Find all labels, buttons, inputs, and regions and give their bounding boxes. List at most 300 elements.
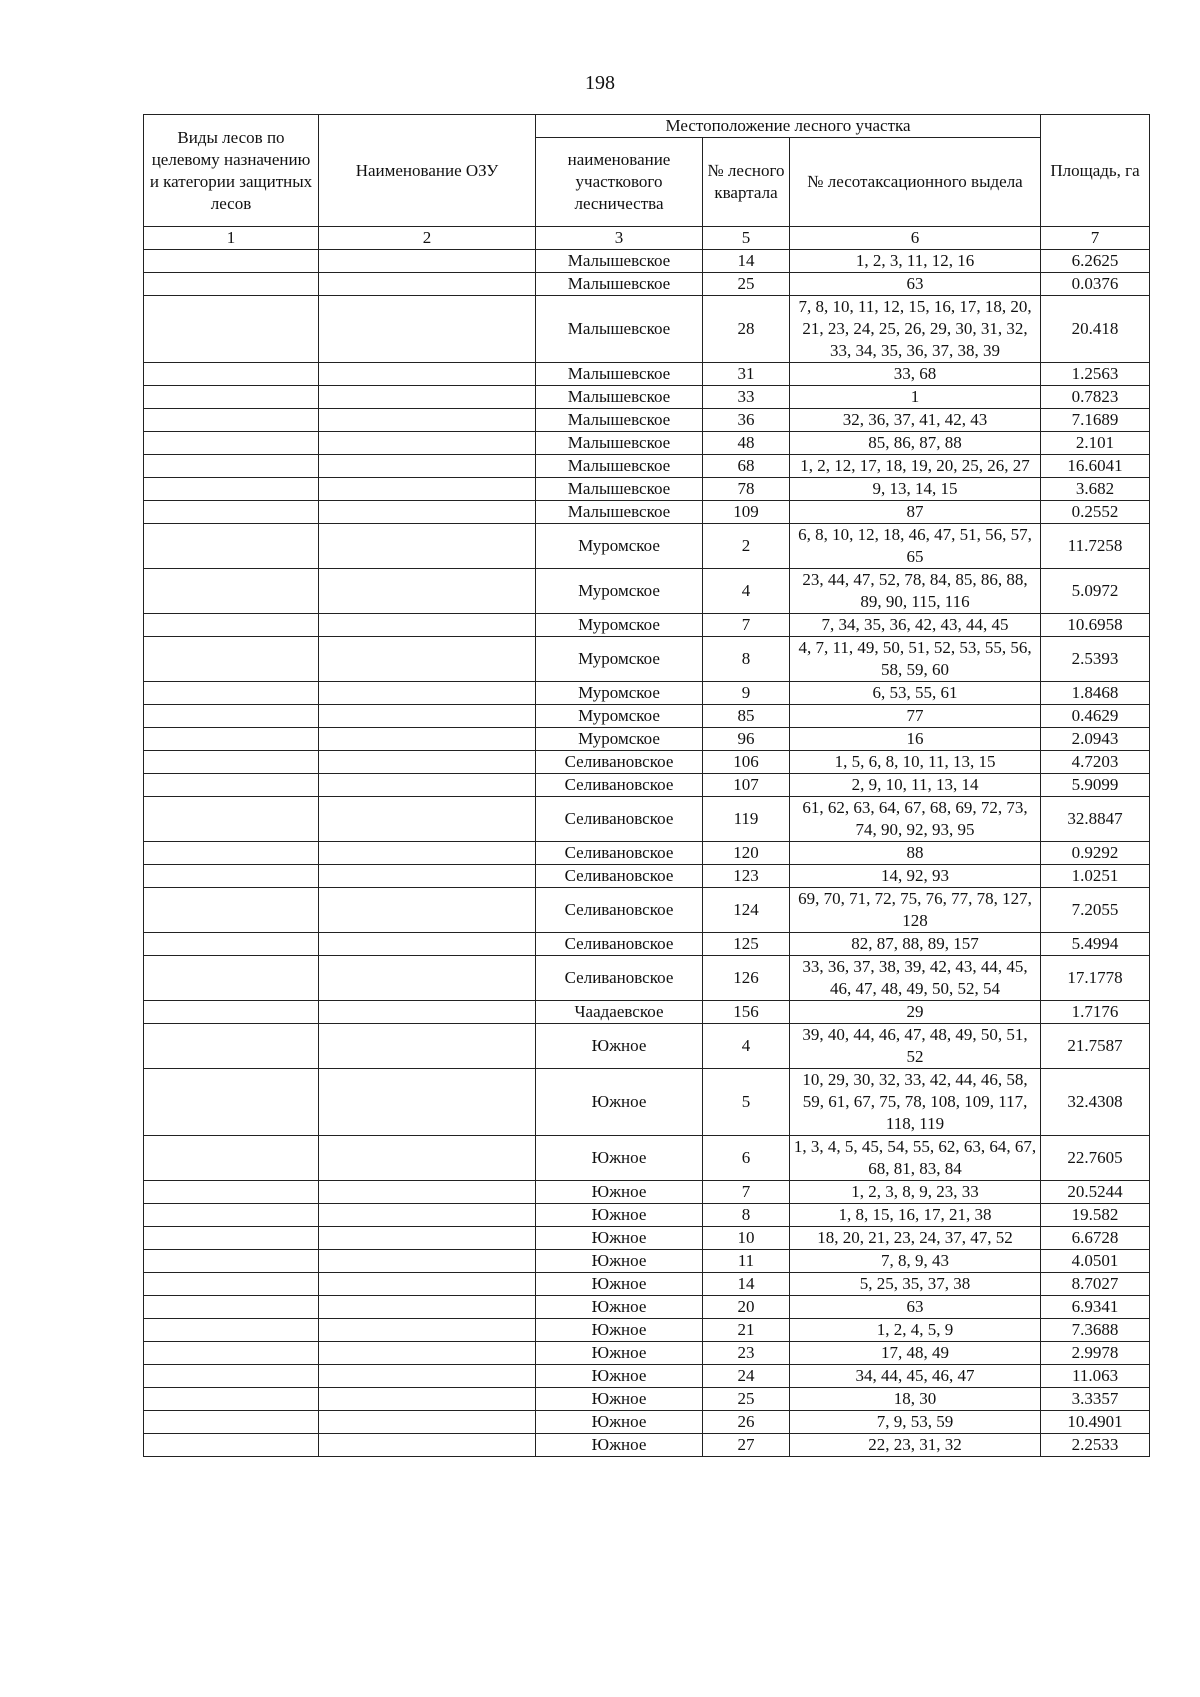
quarter-cell: 119	[703, 797, 790, 842]
quarter-cell: 5	[703, 1069, 790, 1136]
table-row	[144, 682, 1150, 705]
plots-cell: 7, 8, 10, 11, 12, 15, 16, 17, 18, 20, 21, 23, 24, 25, 26, 29, 30, 31, 32, 33, 34, 35, 36, 37, 38, 39	[790, 296, 1041, 363]
area-cell: 7.3688	[1041, 1319, 1150, 1342]
plots-cell: 1, 2, 3, 11, 12, 16	[790, 250, 1041, 273]
forest-type-cell	[144, 728, 319, 751]
ozu-name-cell	[319, 682, 536, 705]
forest-type-cell	[144, 865, 319, 888]
forestry-cell: Малышевское	[536, 501, 703, 524]
forest-type-cell	[144, 933, 319, 956]
table-body	[144, 250, 1150, 1457]
ozu-name-cell	[319, 409, 536, 432]
column-number: 5	[703, 227, 790, 250]
plots-cell: 87	[790, 501, 1041, 524]
forest-type-cell	[144, 1388, 319, 1411]
table-row	[144, 1001, 1150, 1024]
area-cell: 1.7176	[1041, 1001, 1150, 1024]
forestry-cell: Южное	[536, 1069, 703, 1136]
forestry-cell: Южное	[536, 1227, 703, 1250]
forest-type-cell	[144, 1365, 319, 1388]
table-row	[144, 1227, 1150, 1250]
ozu-name-cell	[319, 728, 536, 751]
ozu-name-cell	[319, 1181, 536, 1204]
quarter-cell: 109	[703, 501, 790, 524]
table-row	[144, 888, 1150, 933]
quarter-cell: 120	[703, 842, 790, 865]
ozu-name-cell	[319, 865, 536, 888]
ozu-name-cell	[319, 1296, 536, 1319]
forest-type-cell	[144, 1319, 319, 1342]
quarter-cell: 24	[703, 1365, 790, 1388]
table-row	[144, 774, 1150, 797]
table-row	[144, 1273, 1150, 1296]
quarter-cell: 26	[703, 1411, 790, 1434]
table-row	[144, 478, 1150, 501]
forest-type-cell	[144, 1204, 319, 1227]
quarter-cell: 10	[703, 1227, 790, 1250]
ozu-name-cell	[319, 614, 536, 637]
plots-cell: 34, 44, 45, 46, 47	[790, 1365, 1041, 1388]
ozu-name-cell	[319, 797, 536, 842]
forestry-cell: Селивановское	[536, 842, 703, 865]
plots-cell: 39, 40, 44, 46, 47, 48, 49, 50, 51, 52	[790, 1024, 1041, 1069]
plots-cell: 33, 68	[790, 363, 1041, 386]
table-row	[144, 1024, 1150, 1069]
area-cell: 7.1689	[1041, 409, 1150, 432]
quarter-cell: 25	[703, 273, 790, 296]
quarter-cell: 21	[703, 1319, 790, 1342]
forestry-cell: Южное	[536, 1411, 703, 1434]
forest-type-cell	[144, 774, 319, 797]
quarter-cell: 33	[703, 386, 790, 409]
table-row	[144, 728, 1150, 751]
quarter-cell: 23	[703, 1342, 790, 1365]
column-number: 2	[319, 227, 536, 250]
table-row	[144, 751, 1150, 774]
plots-cell: 10, 29, 30, 32, 33, 42, 44, 46, 58, 59, 61, 67, 75, 78, 108, 109, 117, 118, 119	[790, 1069, 1041, 1136]
quarter-cell: 20	[703, 1296, 790, 1319]
forestry-cell: Южное	[536, 1273, 703, 1296]
table-row	[144, 637, 1150, 682]
ozu-name-cell	[319, 455, 536, 478]
area-cell: 2.9978	[1041, 1342, 1150, 1365]
area-cell: 2.0943	[1041, 728, 1150, 751]
table-row	[144, 865, 1150, 888]
forest-type-cell	[144, 524, 319, 569]
forest-type-cell	[144, 273, 319, 296]
area-cell: 0.0376	[1041, 273, 1150, 296]
header-quarter-number: № лесного квартала	[703, 138, 790, 227]
forestry-cell: Южное	[536, 1296, 703, 1319]
header-forestry-name: наименование участкового лесничества	[536, 138, 703, 227]
area-cell: 22.7605	[1041, 1136, 1150, 1181]
area-cell: 0.4629	[1041, 705, 1150, 728]
forest-plots-table	[143, 114, 1150, 1457]
plots-cell: 1, 2, 3, 8, 9, 23, 33	[790, 1181, 1041, 1204]
forestry-cell: Селивановское	[536, 774, 703, 797]
area-cell: 0.9292	[1041, 842, 1150, 865]
table-row	[144, 386, 1150, 409]
column-numbers-row	[144, 227, 1150, 250]
forest-type-cell	[144, 1411, 319, 1434]
quarter-cell: 125	[703, 933, 790, 956]
forestry-cell: Малышевское	[536, 250, 703, 273]
quarter-cell: 106	[703, 751, 790, 774]
table-row	[144, 614, 1150, 637]
forestry-cell: Муромское	[536, 614, 703, 637]
plots-cell: 1	[790, 386, 1041, 409]
plots-cell: 1, 5, 6, 8, 10, 11, 13, 15	[790, 751, 1041, 774]
table-row	[144, 1181, 1150, 1204]
forest-type-cell	[144, 432, 319, 455]
table-row	[144, 842, 1150, 865]
quarter-cell: 31	[703, 363, 790, 386]
forestry-cell: Муромское	[536, 682, 703, 705]
plots-cell: 69, 70, 71, 72, 75, 76, 77, 78, 127, 128	[790, 888, 1041, 933]
plots-cell: 82, 87, 88, 89, 157	[790, 933, 1041, 956]
table-row	[144, 1388, 1150, 1411]
quarter-cell: 156	[703, 1001, 790, 1024]
column-number: 6	[790, 227, 1041, 250]
ozu-name-cell	[319, 250, 536, 273]
table-row	[144, 705, 1150, 728]
quarter-cell: 6	[703, 1136, 790, 1181]
area-cell: 11.063	[1041, 1365, 1150, 1388]
plots-cell: 17, 48, 49	[790, 1342, 1041, 1365]
table-row	[144, 524, 1150, 569]
area-cell: 6.6728	[1041, 1227, 1150, 1250]
forestry-cell: Муромское	[536, 705, 703, 728]
table-row	[144, 273, 1150, 296]
forestry-cell: Муромское	[536, 637, 703, 682]
plots-cell: 1, 2, 4, 5, 9	[790, 1319, 1041, 1342]
table-row	[144, 1342, 1150, 1365]
forestry-cell: Южное	[536, 1388, 703, 1411]
ozu-name-cell	[319, 1342, 536, 1365]
plots-cell: 63	[790, 1296, 1041, 1319]
quarter-cell: 27	[703, 1434, 790, 1457]
column-number: 1	[144, 227, 319, 250]
forest-type-cell	[144, 637, 319, 682]
forest-type-cell	[144, 705, 319, 728]
ozu-name-cell	[319, 1411, 536, 1434]
quarter-cell: 126	[703, 956, 790, 1001]
ozu-name-cell	[319, 1273, 536, 1296]
table-row	[144, 1365, 1150, 1388]
table-row	[144, 1319, 1150, 1342]
area-cell: 2.5393	[1041, 637, 1150, 682]
forestry-cell: Южное	[536, 1204, 703, 1227]
plots-cell: 16	[790, 728, 1041, 751]
plots-cell: 22, 23, 31, 32	[790, 1434, 1041, 1457]
area-cell: 2.101	[1041, 432, 1150, 455]
forest-type-cell	[144, 296, 319, 363]
ozu-name-cell	[319, 1227, 536, 1250]
table-row	[144, 1296, 1150, 1319]
ozu-name-cell	[319, 1434, 536, 1457]
area-cell: 1.0251	[1041, 865, 1150, 888]
plots-cell: 14, 92, 93	[790, 865, 1041, 888]
forestry-cell: Южное	[536, 1181, 703, 1204]
page-number: 198	[585, 72, 615, 94]
area-cell: 5.9099	[1041, 774, 1150, 797]
plots-cell: 9, 13, 14, 15	[790, 478, 1041, 501]
forestry-cell: Малышевское	[536, 296, 703, 363]
table-row	[144, 1434, 1150, 1457]
area-cell: 3.682	[1041, 478, 1150, 501]
plots-cell: 4, 7, 11, 49, 50, 51, 52, 53, 55, 56, 58, 59, 60	[790, 637, 1041, 682]
forest-type-cell	[144, 956, 319, 1001]
quarter-cell: 14	[703, 1273, 790, 1296]
ozu-name-cell	[319, 751, 536, 774]
quarter-cell: 11	[703, 1250, 790, 1273]
plots-cell: 7, 8, 9, 43	[790, 1250, 1041, 1273]
forest-type-cell	[144, 1296, 319, 1319]
plots-cell: 18, 20, 21, 23, 24, 37, 47, 52	[790, 1227, 1041, 1250]
quarter-cell: 4	[703, 569, 790, 614]
header-ozu-name: Наименование ОЗУ	[319, 115, 536, 227]
forest-type-cell	[144, 1342, 319, 1365]
table-row	[144, 363, 1150, 386]
forest-type-cell	[144, 478, 319, 501]
quarter-cell: 9	[703, 682, 790, 705]
forestry-cell: Южное	[536, 1024, 703, 1069]
area-cell: 3.3357	[1041, 1388, 1150, 1411]
area-cell: 7.2055	[1041, 888, 1150, 933]
ozu-name-cell	[319, 774, 536, 797]
area-cell: 10.6958	[1041, 614, 1150, 637]
ozu-name-cell	[319, 1069, 536, 1136]
table-row	[144, 1069, 1150, 1136]
column-number: 3	[536, 227, 703, 250]
plots-cell: 7, 34, 35, 36, 42, 43, 44, 45	[790, 614, 1041, 637]
area-cell: 1.2563	[1041, 363, 1150, 386]
forestry-cell: Малышевское	[536, 386, 703, 409]
forestry-cell: Малышевское	[536, 432, 703, 455]
quarter-cell: 4	[703, 1024, 790, 1069]
plots-cell: 77	[790, 705, 1041, 728]
table-row	[144, 956, 1150, 1001]
forestry-cell: Южное	[536, 1136, 703, 1181]
plots-cell: 32, 36, 37, 41, 42, 43	[790, 409, 1041, 432]
forestry-cell: Селивановское	[536, 797, 703, 842]
ozu-name-cell	[319, 1024, 536, 1069]
quarter-cell: 107	[703, 774, 790, 797]
area-cell: 6.9341	[1041, 1296, 1150, 1319]
ozu-name-cell	[319, 386, 536, 409]
forestry-cell: Селивановское	[536, 865, 703, 888]
area-cell: 0.7823	[1041, 386, 1150, 409]
forestry-cell: Малышевское	[536, 273, 703, 296]
plots-cell: 1, 3, 4, 5, 45, 54, 55, 62, 63, 64, 67, 68, 81, 83, 84	[790, 1136, 1041, 1181]
table-row	[144, 296, 1150, 363]
table-row	[144, 1250, 1150, 1273]
quarter-cell: 96	[703, 728, 790, 751]
forest-type-cell	[144, 250, 319, 273]
plots-cell: 88	[790, 842, 1041, 865]
quarter-cell: 2	[703, 524, 790, 569]
area-cell: 11.7258	[1041, 524, 1150, 569]
area-cell: 1.8468	[1041, 682, 1150, 705]
table-row	[144, 409, 1150, 432]
table-row	[144, 1204, 1150, 1227]
ozu-name-cell	[319, 501, 536, 524]
table-row	[144, 569, 1150, 614]
quarter-cell: 7	[703, 614, 790, 637]
forest-type-cell	[144, 682, 319, 705]
area-cell: 17.1778	[1041, 956, 1150, 1001]
quarter-cell: 28	[703, 296, 790, 363]
forest-type-cell	[144, 797, 319, 842]
forestry-cell: Муромское	[536, 728, 703, 751]
forestry-cell: Чаадаевское	[536, 1001, 703, 1024]
forest-type-cell	[144, 1181, 319, 1204]
forest-type-cell	[144, 1069, 319, 1136]
plots-cell: 61, 62, 63, 64, 67, 68, 69, 72, 73, 74, 90, 92, 93, 95	[790, 797, 1041, 842]
column-number: 7	[1041, 227, 1150, 250]
forestry-cell: Малышевское	[536, 363, 703, 386]
area-cell: 32.8847	[1041, 797, 1150, 842]
ozu-name-cell	[319, 296, 536, 363]
area-cell: 32.4308	[1041, 1069, 1150, 1136]
ozu-name-cell	[319, 933, 536, 956]
ozu-name-cell	[319, 842, 536, 865]
header-location-group: Местоположение лесного участка	[536, 115, 1041, 138]
plots-cell: 1, 2, 12, 17, 18, 19, 20, 25, 26, 27	[790, 455, 1041, 478]
ozu-name-cell	[319, 1388, 536, 1411]
plots-cell: 63	[790, 273, 1041, 296]
table-row	[144, 1411, 1150, 1434]
forest-type-cell	[144, 842, 319, 865]
ozu-name-cell	[319, 888, 536, 933]
forest-type-cell	[144, 1250, 319, 1273]
forest-type-cell	[144, 386, 319, 409]
quarter-cell: 14	[703, 250, 790, 273]
quarter-cell: 85	[703, 705, 790, 728]
area-cell: 21.7587	[1041, 1024, 1150, 1069]
area-cell: 5.4994	[1041, 933, 1150, 956]
area-cell: 16.6041	[1041, 455, 1150, 478]
quarter-cell: 68	[703, 455, 790, 478]
ozu-name-cell	[319, 1365, 536, 1388]
ozu-name-cell	[319, 569, 536, 614]
forestry-cell: Южное	[536, 1319, 703, 1342]
plots-cell: 6, 8, 10, 12, 18, 46, 47, 51, 56, 57, 65	[790, 524, 1041, 569]
area-cell: 6.2625	[1041, 250, 1150, 273]
forestry-cell: Муромское	[536, 524, 703, 569]
quarter-cell: 8	[703, 637, 790, 682]
quarter-cell: 124	[703, 888, 790, 933]
forest-type-cell	[144, 569, 319, 614]
forestry-cell: Селивановское	[536, 751, 703, 774]
area-cell: 2.2533	[1041, 1434, 1150, 1457]
ozu-name-cell	[319, 273, 536, 296]
header-area: Площадь, га	[1041, 115, 1150, 227]
forest-type-cell	[144, 1273, 319, 1296]
ozu-name-cell	[319, 705, 536, 728]
quarter-cell: 123	[703, 865, 790, 888]
forest-type-cell	[144, 409, 319, 432]
table-row	[144, 501, 1150, 524]
quarter-cell: 36	[703, 409, 790, 432]
forest-type-cell	[144, 455, 319, 478]
plots-cell: 85, 86, 87, 88	[790, 432, 1041, 455]
table-row	[144, 933, 1150, 956]
plots-cell: 29	[790, 1001, 1041, 1024]
plots-cell: 23, 44, 47, 52, 78, 84, 85, 86, 88, 89, 90, 115, 116	[790, 569, 1041, 614]
forest-type-cell	[144, 501, 319, 524]
forestry-cell: Селивановское	[536, 933, 703, 956]
forestry-cell: Южное	[536, 1434, 703, 1457]
ozu-name-cell	[319, 1001, 536, 1024]
area-cell: 4.0501	[1041, 1250, 1150, 1273]
area-cell: 8.7027	[1041, 1273, 1150, 1296]
forest-type-cell	[144, 1227, 319, 1250]
forestry-cell: Селивановское	[536, 956, 703, 1001]
quarter-cell: 7	[703, 1181, 790, 1204]
ozu-name-cell	[319, 478, 536, 501]
forest-type-cell	[144, 888, 319, 933]
area-cell: 5.0972	[1041, 569, 1150, 614]
header-plot-number: № лесотаксационного выдела	[790, 138, 1041, 227]
area-cell: 10.4901	[1041, 1411, 1150, 1434]
forest-type-cell	[144, 1001, 319, 1024]
forest-type-cell	[144, 363, 319, 386]
ozu-name-cell	[319, 1204, 536, 1227]
area-cell: 19.582	[1041, 1204, 1150, 1227]
ozu-name-cell	[319, 1250, 536, 1273]
quarter-cell: 8	[703, 1204, 790, 1227]
plots-cell: 6, 53, 55, 61	[790, 682, 1041, 705]
forestry-cell: Малышевское	[536, 409, 703, 432]
forest-type-cell	[144, 1434, 319, 1457]
plots-cell: 5, 25, 35, 37, 38	[790, 1273, 1041, 1296]
plots-cell: 1, 8, 15, 16, 17, 21, 38	[790, 1204, 1041, 1227]
ozu-name-cell	[319, 956, 536, 1001]
forest-type-cell	[144, 1136, 319, 1181]
plots-cell: 33, 36, 37, 38, 39, 42, 43, 44, 45, 46, 47, 48, 49, 50, 52, 54	[790, 956, 1041, 1001]
forestry-cell: Селивановское	[536, 888, 703, 933]
table-row	[144, 1136, 1150, 1181]
area-cell: 4.7203	[1041, 751, 1150, 774]
forest-type-cell	[144, 1024, 319, 1069]
forest-type-cell	[144, 751, 319, 774]
table-row	[144, 432, 1150, 455]
quarter-cell: 48	[703, 432, 790, 455]
forest-type-cell	[144, 614, 319, 637]
forestry-cell: Муромское	[536, 569, 703, 614]
plots-cell: 18, 30	[790, 1388, 1041, 1411]
ozu-name-cell	[319, 1136, 536, 1181]
ozu-name-cell	[319, 1319, 536, 1342]
quarter-cell: 25	[703, 1388, 790, 1411]
forestry-cell: Малышевское	[536, 478, 703, 501]
table-row	[144, 455, 1150, 478]
header-forest-type: Виды лесов по целевому назначению и категории защитных лесов	[144, 115, 319, 227]
table-row	[144, 250, 1150, 273]
area-cell: 20.418	[1041, 296, 1150, 363]
forestry-cell: Южное	[536, 1365, 703, 1388]
ozu-name-cell	[319, 637, 536, 682]
forestry-cell: Южное	[536, 1250, 703, 1273]
quarter-cell: 78	[703, 478, 790, 501]
forestry-cell: Малышевское	[536, 455, 703, 478]
area-cell: 20.5244	[1041, 1181, 1150, 1204]
plots-cell: 7, 9, 53, 59	[790, 1411, 1041, 1434]
ozu-name-cell	[319, 432, 536, 455]
table-row	[144, 797, 1150, 842]
forestry-cell: Южное	[536, 1342, 703, 1365]
